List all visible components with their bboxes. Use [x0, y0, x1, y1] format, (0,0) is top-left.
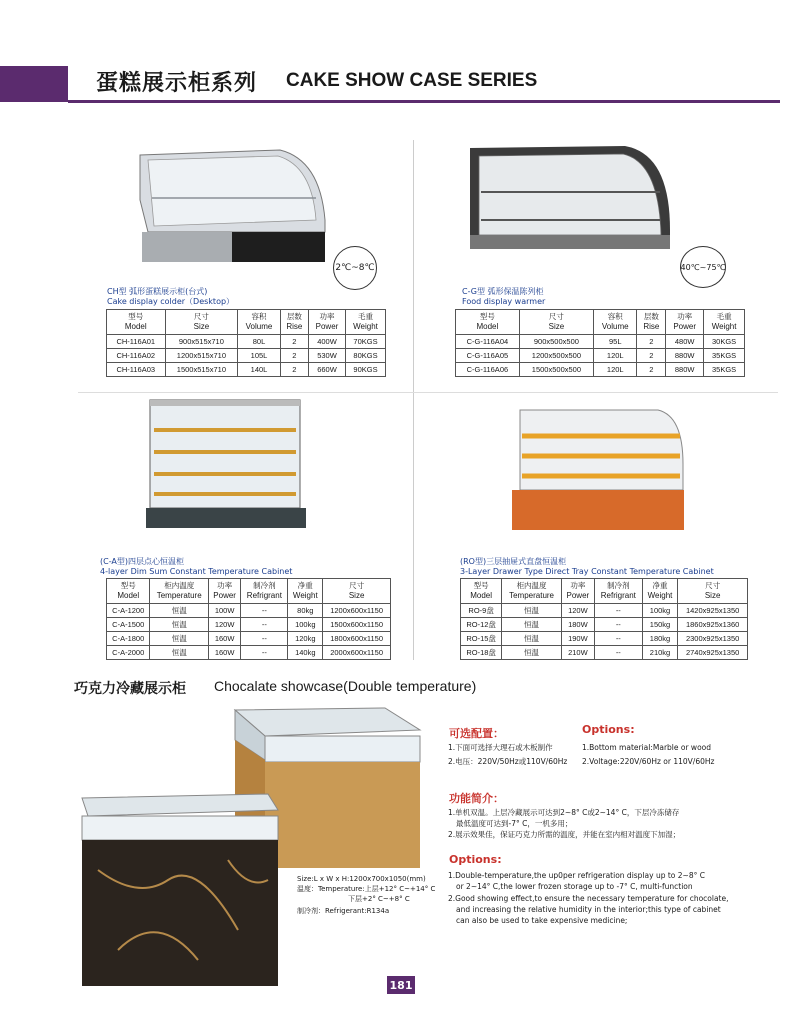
table-row: C-G-116A05 1200x500x500 120L 2 880W 35KGS	[456, 349, 745, 363]
features-cn-line: 最低温度可达到-7° C，一机多用；	[456, 819, 573, 828]
product-image-cake-display	[130, 140, 330, 270]
page-title-en: CAKE SHOW CASE SERIES	[286, 70, 538, 91]
product-label-cn: CH型 弧形蛋糕展示柜(台式)	[107, 287, 208, 296]
column-header: 尺寸 Size	[165, 310, 238, 335]
product-label-en: 3-Layer Drawer Type Direct Tray Constant Temperature Cabinet	[460, 567, 714, 576]
table-row: RO-12盘 恒温 180W -- 150kg 1860x925x1360	[461, 618, 748, 632]
page-number: 181	[387, 976, 415, 994]
column-header: 毛重 Weight	[704, 310, 745, 335]
table-row: C-A-1200 恒温 100W -- 80kg 1200x600x1150	[107, 604, 391, 618]
column-header: 净重 Weight	[288, 579, 323, 604]
column-header: 型号 Model	[456, 310, 520, 335]
table-header-row	[107, 579, 391, 604]
column-divider	[413, 140, 414, 660]
options-cn-line: 1.下面可选择大理石或木板制作	[448, 743, 553, 752]
column-header: 型号 Model	[107, 579, 150, 604]
features-en-line: or 2~14° C,the lower frozen storage up to -7° C, multi-function	[456, 882, 693, 891]
options-en-heading: Options:	[582, 723, 635, 736]
column-header: 层数 Rise	[280, 310, 308, 335]
product-label-en: Food display warmer	[462, 297, 546, 306]
column-header: 型号 Model	[461, 579, 502, 604]
spec-temperature-lower: 下层+2° C~+8° C	[348, 895, 410, 903]
spec-refrigerant: 制冷剂：Refrigerant:R134a	[297, 907, 390, 915]
header-underline	[68, 100, 780, 103]
section-title-en: Chocalate showcase(Double temperature)	[214, 678, 477, 694]
product-label-cn: C-G型 弧形保温陈列柜	[462, 287, 544, 296]
product-label-en: 4-layer Dim Sum Constant Temperature Cabinet	[100, 567, 293, 576]
features-cn-heading: 功能简介：	[449, 792, 504, 805]
spec-table-food-warmer	[455, 309, 745, 377]
table-row: RO-18盘 恒温 210W -- 210kg 2740x925x1350	[461, 646, 748, 660]
features-en-line: 2.Good showing effect,to ensure the necessary temperature for chocolate,	[448, 894, 729, 903]
product-image-dim-sum-cabinet	[140, 396, 315, 536]
table-row: CH-116A02 1200x515x710 105L 2 530W 80KGS	[107, 349, 386, 363]
column-header: 尺寸 Size	[678, 579, 748, 604]
table-header-row	[461, 579, 748, 604]
features-en-heading: Options:	[449, 853, 502, 866]
column-header: 容积 Volume	[594, 310, 637, 335]
column-header: 制冷剂 Refrigrant	[241, 579, 288, 604]
table-row: RO-9盘 恒温 120W -- 100kg 1420x925x1350	[461, 604, 748, 618]
column-header: 制冷剂 Refrigrant	[594, 579, 642, 604]
temperature-badge: 2℃~8℃	[333, 246, 377, 290]
options-cn-heading: 可选配置：	[449, 727, 504, 740]
product-image-drawer-cabinet	[508, 404, 688, 534]
spec-table-cake-display	[106, 309, 386, 377]
spec-table-drawer-cabinet	[460, 578, 748, 660]
column-header: 型号 Model	[107, 310, 166, 335]
column-header: 尺寸 Size	[519, 310, 593, 335]
spec-size: Size:L x W x H:1200x700x1050(mm)	[297, 875, 426, 883]
features-cn-line: 2.展示效果佳，保证巧克力所需的温度，并能在室内相对温度下加湿；	[448, 830, 681, 839]
features-en-line: can also be used to take expensive medicine;	[456, 916, 628, 925]
row-divider	[78, 392, 778, 393]
column-header: 功率 Power	[308, 310, 345, 335]
spec-temperature: 温度：Temperature:上层+12° C~+14° C	[297, 885, 436, 893]
header-color-band	[0, 66, 68, 102]
column-header: 柜内温度 Temperature	[502, 579, 562, 604]
options-en-line: 2.Voltage:220V/60Hz or 110V/60Hz	[582, 757, 715, 766]
table-row: C-A-1800 恒温 160W -- 120kg 1800x600x1150	[107, 632, 391, 646]
product-image-food-warmer	[465, 140, 675, 260]
table-row: RO-15盘 恒温 190W -- 180kg 2300x925x1350	[461, 632, 748, 646]
table-header-row	[107, 310, 386, 335]
temperature-badge: 40℃~75℃	[680, 246, 726, 288]
page-title-cn: 蛋糕展示柜系列	[96, 71, 258, 96]
product-image-chocolate-marble	[78, 790, 283, 990]
column-header: 柜内温度 Temperature	[150, 579, 208, 604]
column-header: 层数 Rise	[637, 310, 666, 335]
features-cn-line: 1.单机双温。上层冷藏展示可达到2~8° C或2~14° C，下层冷冻储存	[448, 808, 680, 817]
column-header: 功率 Power	[561, 579, 594, 604]
spec-table-dim-sum-cabinet	[106, 578, 391, 660]
product-label-cn: (C-A型)四层点心恒温柜	[100, 557, 185, 566]
table-row: C-A-1500 恒温 120W -- 100kg 1500x600x1150	[107, 618, 391, 632]
table-row: CH-116A03 1500x515x710 140L 2 660W 90KGS	[107, 363, 386, 377]
table-row: C-G-116A06 1500x500x500 120L 2 880W 35KGS	[456, 363, 745, 377]
section-title-cn: 巧克力冷藏展示柜	[74, 681, 186, 697]
table-row: C-G-116A04 900x500x500 95L 2 480W 30KGS	[456, 335, 745, 349]
column-header: 净重 Weight	[642, 579, 678, 604]
column-header: 功率 Power	[666, 310, 704, 335]
table-row: CH-116A01 900x515x710 80L 2 400W 70KGS	[107, 335, 386, 349]
table-header-row	[456, 310, 745, 335]
product-label-cn: (RO型)三层抽屉式直盘恒温柜	[460, 557, 567, 566]
product-label-en: Cake display colder（Desktop）	[107, 297, 235, 306]
table-row: C-A-2000 恒温 160W -- 140kg 2000x600x1150	[107, 646, 391, 660]
features-en-line: 1.Double-temperature,the up0per refrigeration display up to 2~8° C	[448, 871, 705, 880]
options-cn-line: 2.电压：220V/50Hz或110V/60Hz	[448, 757, 568, 766]
options-en-line: 1.Bottom material:Marble or wood	[582, 743, 712, 752]
features-en-line: and increasing the relative humidity in the interior;this type of cabinet	[456, 905, 721, 914]
column-header: 尺寸 Size	[323, 579, 391, 604]
column-header: 功率 Power	[208, 579, 240, 604]
column-header: 容积 Volume	[238, 310, 281, 335]
column-header: 毛重 Weight	[346, 310, 386, 335]
